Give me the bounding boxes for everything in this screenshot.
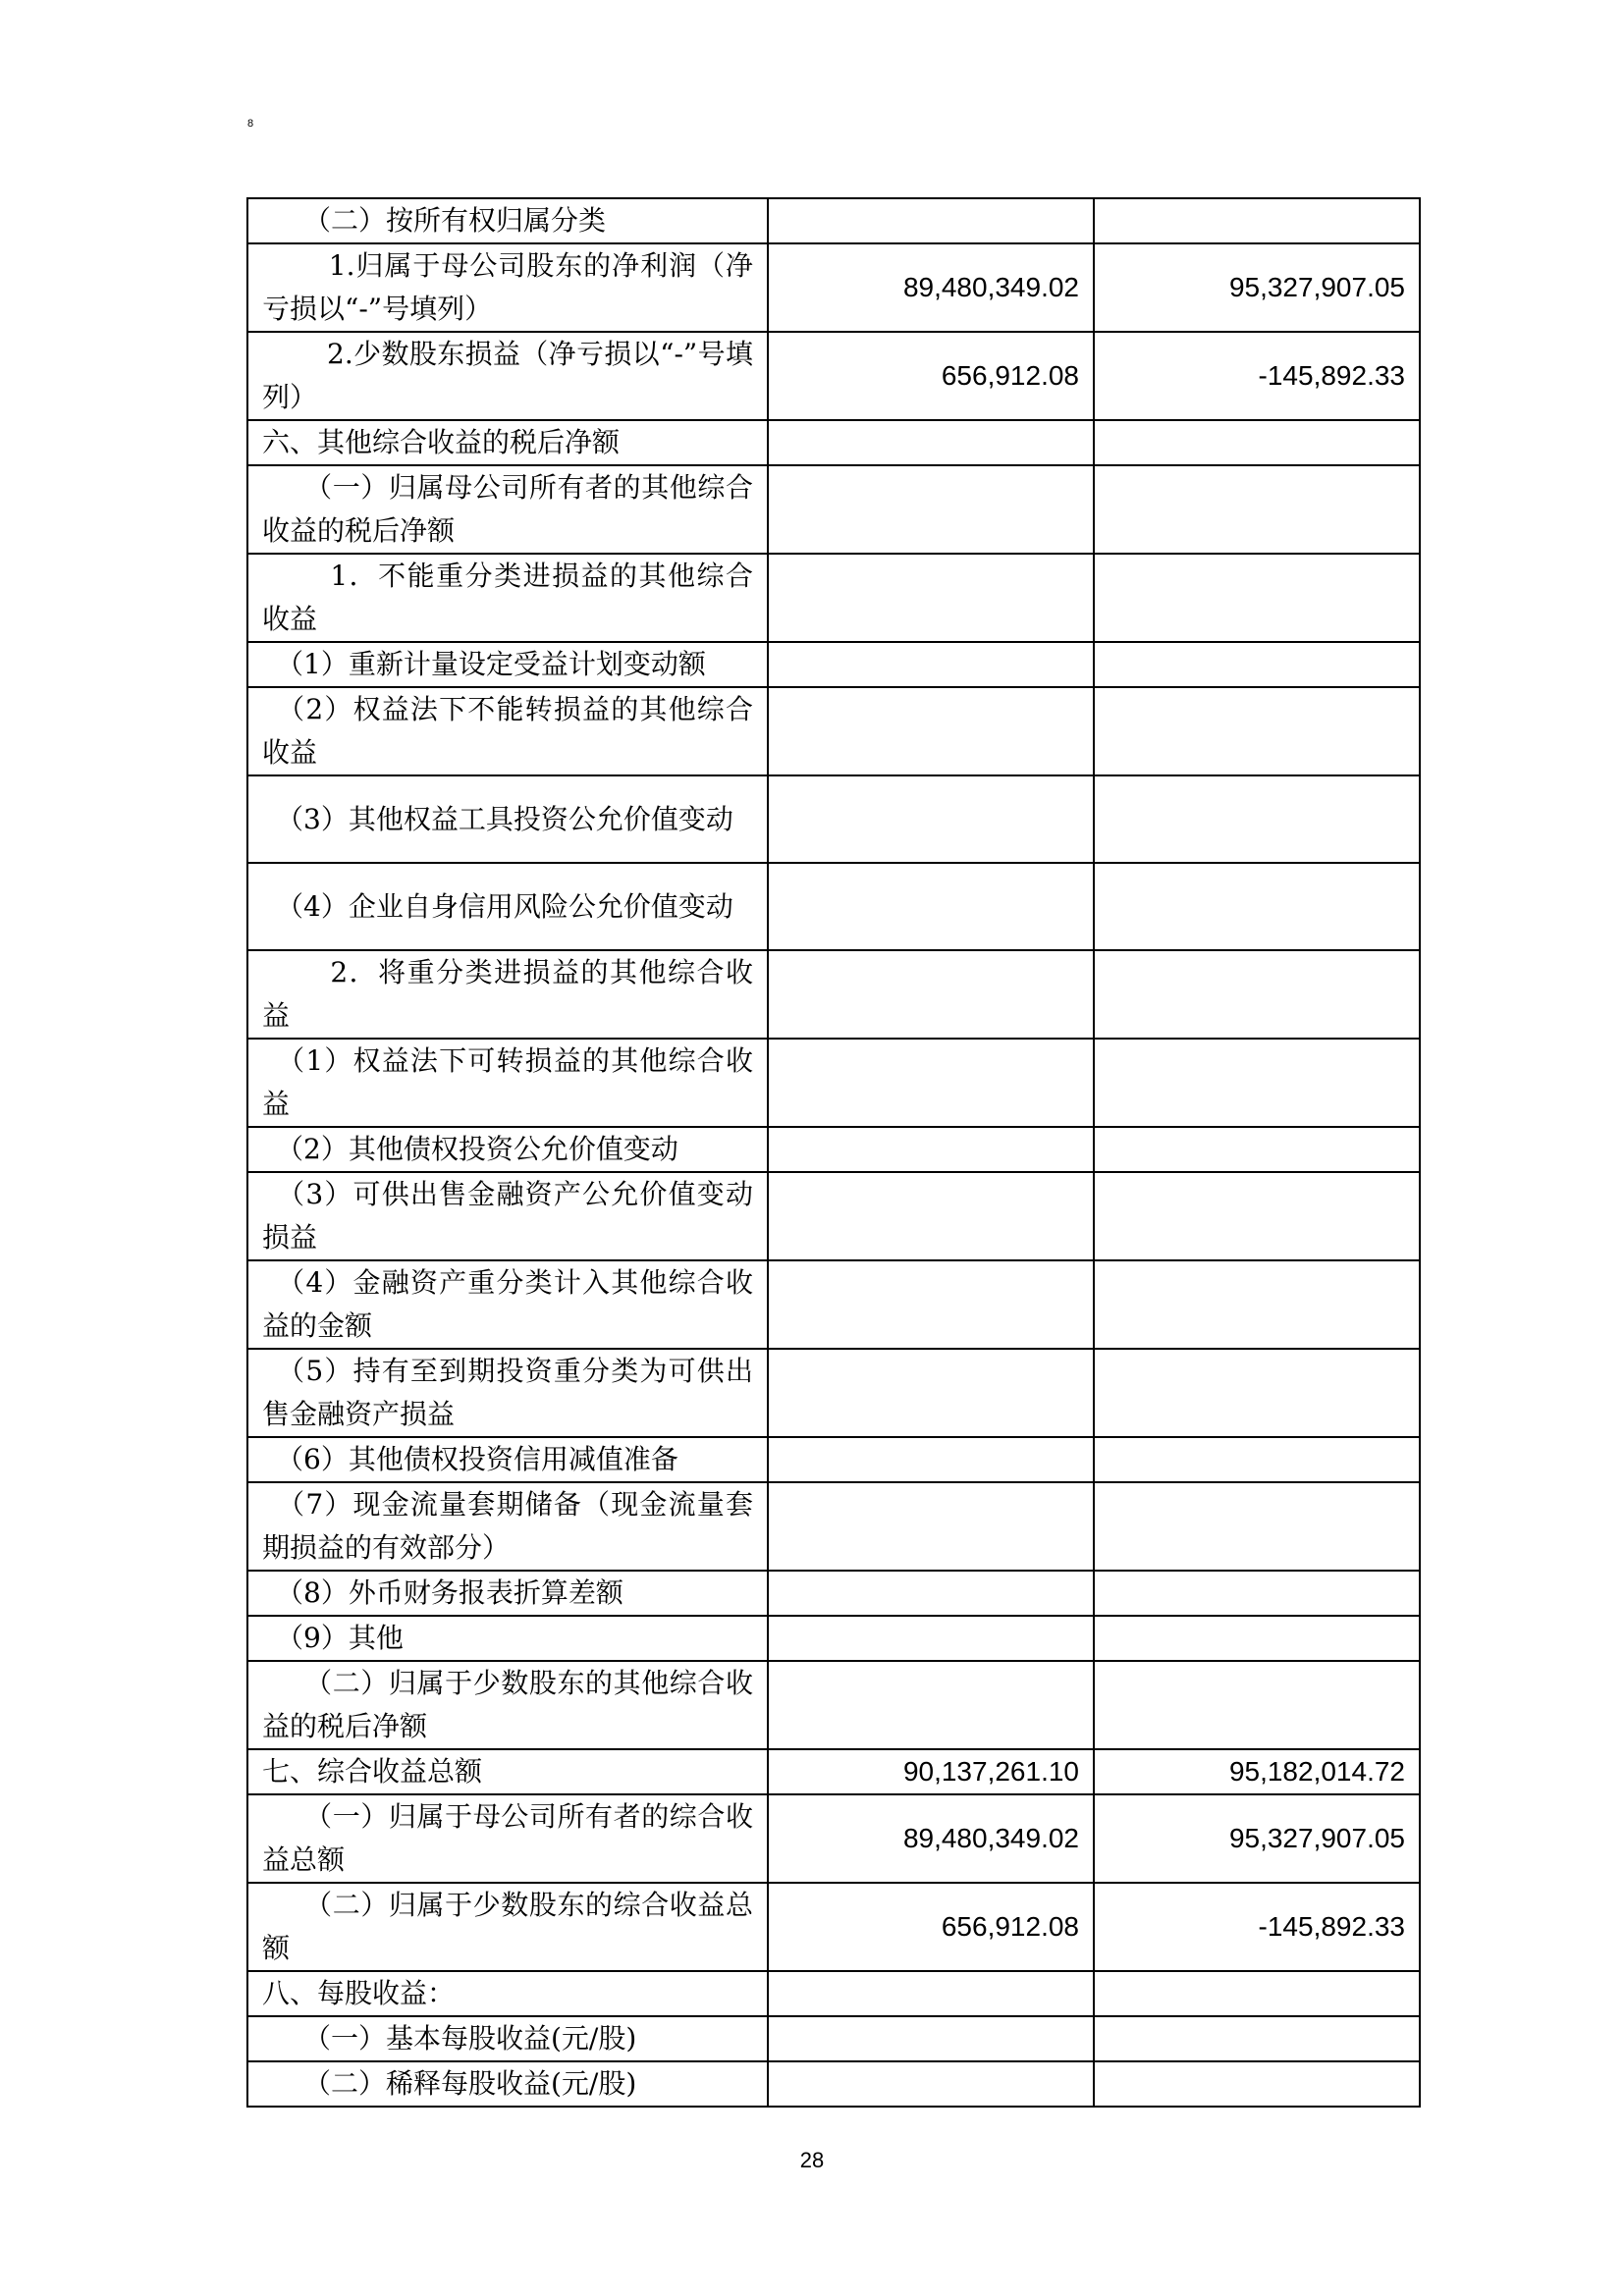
- row-label: （2）权益法下不能转损益的其他综合收益: [247, 687, 768, 775]
- current-period-value: [768, 1039, 1094, 1127]
- table-row: [247, 1482, 1420, 1571]
- current-period-value: [768, 863, 1094, 950]
- current-period-value: [768, 775, 1094, 863]
- row-label: （3）其他权益工具投资公允价值变动: [247, 775, 768, 863]
- table-row: [247, 642, 1420, 687]
- row-label: （二）归属于少数股东的其他综合收益的税后净额: [247, 1661, 768, 1749]
- current-period-value: [768, 2016, 1094, 2061]
- prior-period-value: [1094, 1661, 1420, 1749]
- current-period-value: [768, 465, 1094, 554]
- prior-period-value: [1094, 950, 1420, 1039]
- prior-period-value: 95,182,014.72: [1094, 1749, 1420, 1794]
- row-label: （二）稀释每股收益(元/股): [247, 2061, 768, 2107]
- prior-period-value: [1094, 1260, 1420, 1349]
- table-row: [247, 2061, 1420, 2107]
- row-label: （6）其他债权投资信用减值准备: [247, 1437, 768, 1482]
- page-number: 28: [799, 2148, 825, 2172]
- table-row: [247, 420, 1420, 465]
- row-label: 六、其他综合收益的税后净额: [247, 420, 768, 465]
- row-label: （二）按所有权归属分类: [247, 198, 768, 243]
- current-period-value: [768, 1127, 1094, 1172]
- prior-period-value: [1094, 775, 1420, 863]
- table-row: [247, 1260, 1420, 1349]
- prior-period-value: -145,892.33: [1094, 1883, 1420, 1971]
- table-row: [247, 1172, 1420, 1260]
- current-period-value: [768, 1260, 1094, 1349]
- table-row: [247, 1749, 1420, 1794]
- table-row: [247, 1571, 1420, 1616]
- row-label: 1.归属于母公司股东的净利润（净亏损以“-”号填列）: [247, 243, 768, 332]
- row-label: 2.少数股东损益（净亏损以“-”号填列）: [247, 332, 768, 420]
- row-label: 八、每股收益：: [247, 1971, 768, 2016]
- current-period-value: 90,137,261.10: [768, 1749, 1094, 1794]
- prior-period-value: [1094, 465, 1420, 554]
- table-row: [247, 687, 1420, 775]
- table-row: [247, 1971, 1420, 2016]
- current-period-value: [768, 1971, 1094, 2016]
- table-row: [247, 1039, 1420, 1127]
- row-label: （1）权益法下可转损益的其他综合收益: [247, 1039, 768, 1127]
- current-period-value: [768, 1616, 1094, 1661]
- current-period-value: 89,480,349.02: [768, 1794, 1094, 1883]
- row-label: （8）外币财务报表折算差额: [247, 1571, 768, 1616]
- table-row: [247, 1349, 1420, 1437]
- current-period-value: [768, 1661, 1094, 1749]
- prior-period-value: [1094, 1971, 1420, 2016]
- row-label: （二）归属于少数股东的综合收益总额: [247, 1883, 768, 1971]
- current-period-value: [768, 1482, 1094, 1571]
- prior-period-value: [1094, 2016, 1420, 2061]
- table-row: [247, 1127, 1420, 1172]
- corner-mark: 8: [247, 118, 254, 130]
- prior-period-value: [1094, 2061, 1420, 2107]
- prior-period-value: -145,892.33: [1094, 332, 1420, 420]
- current-period-value: [768, 1172, 1094, 1260]
- current-period-value: 89,480,349.02: [768, 243, 1094, 332]
- table-row: [247, 332, 1420, 420]
- prior-period-value: [1094, 198, 1420, 243]
- prior-period-value: [1094, 1349, 1420, 1437]
- prior-period-value: [1094, 1127, 1420, 1172]
- prior-period-value: [1094, 1172, 1420, 1260]
- row-label: 1．不能重分类进损益的其他综合收益: [247, 554, 768, 642]
- row-label: （7）现金流量套期储备（现金流量套期损益的有效部分）: [247, 1482, 768, 1571]
- table-row: [247, 950, 1420, 1039]
- prior-period-value: [1094, 1437, 1420, 1482]
- current-period-value: [768, 198, 1094, 243]
- prior-period-value: [1094, 554, 1420, 642]
- current-period-value: 656,912.08: [768, 1883, 1094, 1971]
- current-period-value: [768, 642, 1094, 687]
- row-label: （4）企业自身信用风险公允价值变动: [247, 863, 768, 950]
- row-label: （3）可供出售金融资产公允价值变动损益: [247, 1172, 768, 1260]
- table-row: [247, 1661, 1420, 1749]
- table-row: [247, 198, 1420, 243]
- table-row: [247, 1794, 1420, 1883]
- table-row: [247, 465, 1420, 554]
- row-label: （1）重新计量设定受益计划变动额: [247, 642, 768, 687]
- row-label: 七、综合收益总额: [247, 1749, 768, 1794]
- current-period-value: [768, 2061, 1094, 2107]
- row-label: 2．将重分类进损益的其他综合收益: [247, 950, 768, 1039]
- current-period-value: [768, 1571, 1094, 1616]
- table-row: [247, 1616, 1420, 1661]
- row-label: （一）归属母公司所有者的其他综合收益的税后净额: [247, 465, 768, 554]
- prior-period-value: [1094, 642, 1420, 687]
- table-row: [247, 2016, 1420, 2061]
- current-period-value: [768, 420, 1094, 465]
- row-label: （一）归属于母公司所有者的综合收益总额: [247, 1794, 768, 1883]
- prior-period-value: [1094, 420, 1420, 465]
- table-row: [247, 1883, 1420, 1971]
- table-row: [247, 243, 1420, 332]
- table-row: [247, 863, 1420, 950]
- current-period-value: [768, 950, 1094, 1039]
- prior-period-value: [1094, 1039, 1420, 1127]
- prior-period-value: 95,327,907.05: [1094, 1794, 1420, 1883]
- row-label: （2）其他债权投资公允价值变动: [247, 1127, 768, 1172]
- financial-statement-table: [246, 197, 1421, 2108]
- table-row: [247, 554, 1420, 642]
- row-label: （5）持有至到期投资重分类为可供出售金融资产损益: [247, 1349, 768, 1437]
- current-period-value: [768, 554, 1094, 642]
- current-period-value: 656,912.08: [768, 332, 1094, 420]
- prior-period-value: [1094, 863, 1420, 950]
- row-label: （9）其他: [247, 1616, 768, 1661]
- table-row: [247, 1437, 1420, 1482]
- current-period-value: [768, 687, 1094, 775]
- table-row: [247, 775, 1420, 863]
- prior-period-value: [1094, 1482, 1420, 1571]
- row-label: （一）基本每股收益(元/股): [247, 2016, 768, 2061]
- current-period-value: [768, 1349, 1094, 1437]
- current-period-value: [768, 1437, 1094, 1482]
- prior-period-value: [1094, 1571, 1420, 1616]
- prior-period-value: [1094, 1616, 1420, 1661]
- prior-period-value: [1094, 687, 1420, 775]
- prior-period-value: 95,327,907.05: [1094, 243, 1420, 332]
- row-label: （4）金融资产重分类计入其他综合收益的金额: [247, 1260, 768, 1349]
